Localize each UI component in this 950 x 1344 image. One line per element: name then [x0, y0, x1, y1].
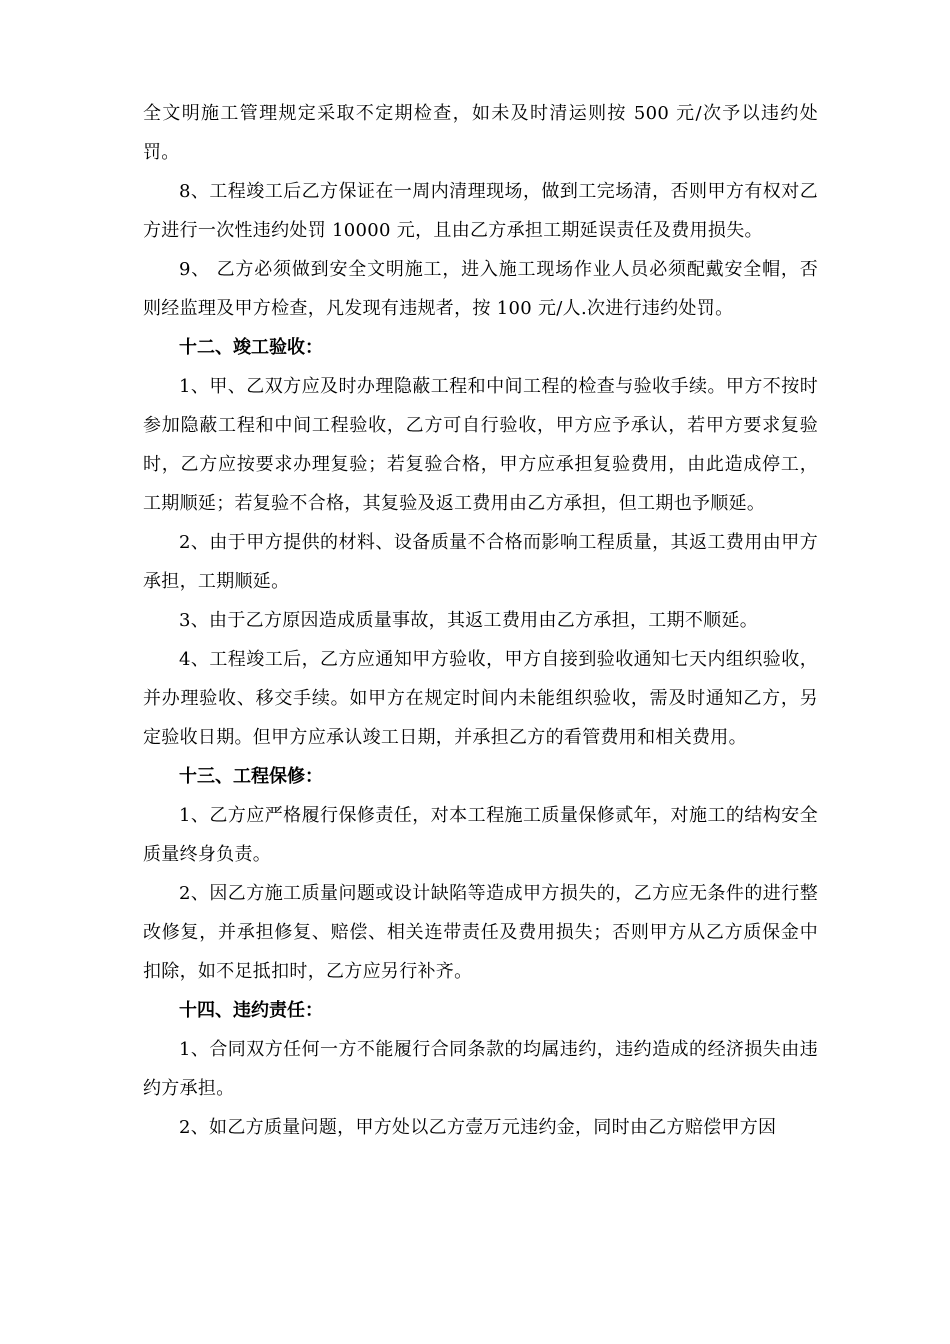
paragraph-penalty-cleanup: 全文明施工管理规定采取不定期检查，如未及时清运则按 500 元/次予以违约处罚。: [143, 103, 818, 163]
paragraph-acceptance-4: 4、工程竣工后，乙方应通知甲方验收，甲方自接到验收通知七天内组织验收，并办理验收、移交手续。如甲方在规定时间内未能组织验收，需及时通知乙方，另定验收日期。但甲方应承认竣工日期，并承担乙方的看管费用和相关费用。: [143, 649, 818, 748]
section-heading-warranty: 十三、工程保修：: [179, 766, 323, 787]
paragraph-acceptance-3: 3、由于乙方原因造成质量事故，其返工费用由乙方承担，工期不顺延。: [179, 610, 759, 631]
paragraph-acceptance-1: 1、甲、乙双方应及时办理隐蔽工程和中间工程的检查与验收手续。甲方不按时参加隐蔽工程和中间工程验收，乙方可自行验收，甲方应予承认，若甲方要求复验时，乙方应按要求办理复验；若复验合格，甲方应承担复验费用，由此造成停工，工期顺延；若复验不合格，其复验及返工费用由乙方承担，但工期也予顺延。: [143, 376, 818, 514]
section-heading-liability: 十四、违约责任：: [179, 1000, 323, 1021]
paragraph-item-8: 8、工程竣工后乙方保证在一周内清理现场，做到工完场清，否则甲方有权对乙方进行一次性违约处罚 10000 元，且由乙方承担工期延误责任及费用损失。: [143, 181, 818, 241]
section-heading-completion-acceptance: 十二、竣工验收：: [179, 337, 323, 358]
paragraph-liability-2: 2、如乙方质量问题，甲方处以乙方壹万元违约金，同时由乙方赔偿甲方因: [179, 1117, 777, 1138]
paragraph-warranty-1: 1、乙方应严格履行保修责任，对本工程施工质量保修贰年，对施工的结构安全质量终身负责。: [143, 805, 818, 865]
paragraph-item-9: 9、 乙方必须做到安全文明施工，进入施工现场作业人员必须配戴安全帽，否则经监理及甲方检查，凡发现有违规者，按 100 元/人.次进行违约处罚。: [143, 259, 818, 319]
paragraph-acceptance-2: 2、由于甲方提供的材料、设备质量不合格而影响工程质量，其返工费用由甲方承担，工期顺延。: [143, 532, 818, 592]
paragraph-warranty-2: 2、因乙方施工质量问题或设计缺陷等造成甲方损失的，乙方应无条件的进行整改修复，并承担修复、赔偿、相关连带责任及费用损失；否则甲方从乙方质保金中扣除，如不足抵扣时，乙方应另行补齐。: [143, 883, 818, 982]
document-body: [143, 94, 818, 1147]
paragraph-liability-1: 1、合同双方任何一方不能履行合同条款的均属违约，违约造成的经济损失由违约方承担。: [143, 1039, 818, 1099]
